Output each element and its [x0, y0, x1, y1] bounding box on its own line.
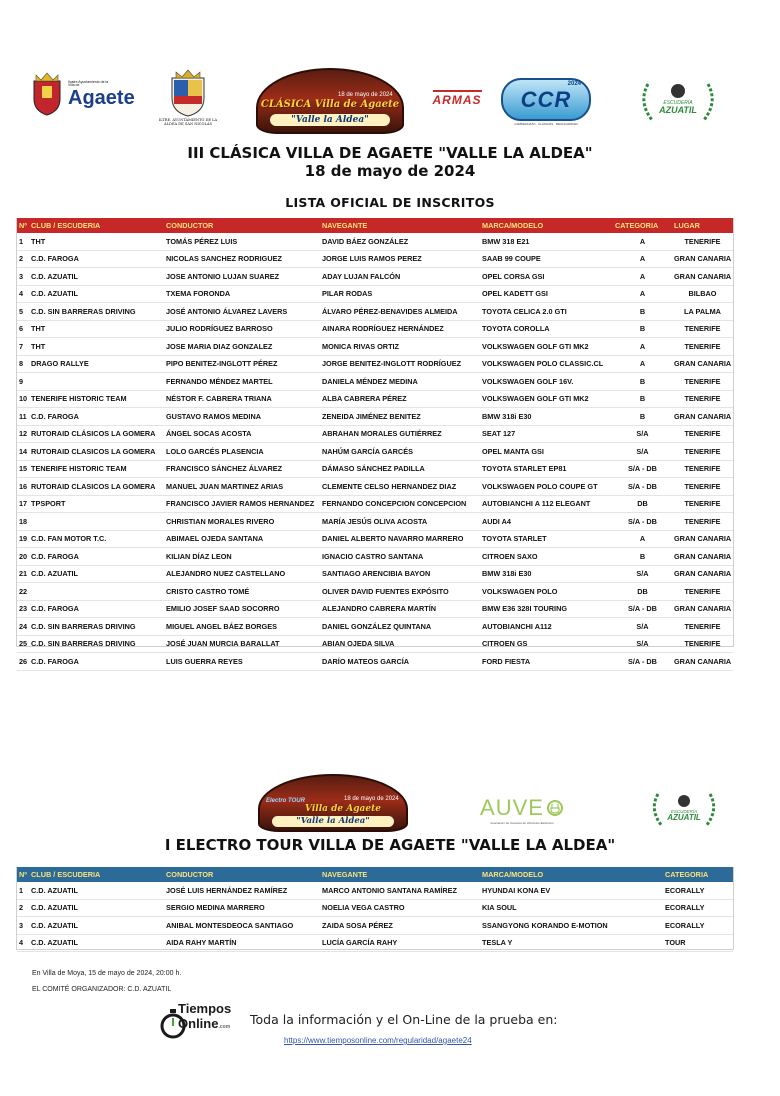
table1-header-row [17, 218, 733, 233]
entry-cell-num: 7 [19, 341, 24, 351]
entry-cell-num: 16 [19, 481, 28, 491]
electro-table [17, 867, 733, 952]
tiempos-text: Tiempos [178, 1001, 232, 1016]
banner2-date: 18 de mayo de 2024 [344, 796, 399, 802]
auve-subtitle: Asociación de Usuarios de Vehículos Eléctricos [490, 821, 554, 825]
col-header-num: Nº [17, 218, 29, 233]
agaete-text: Agaete [68, 86, 135, 109]
electro-entry-cell-club: C.D. AZUATIL [31, 885, 79, 895]
entry-cell-navigator: JORGE BENITEZ-INGLOTT RODRÍGUEZ [322, 359, 462, 369]
entry-cell-category: A [639, 341, 646, 351]
col-header-club: CLUB / ESCUDERIA [29, 218, 164, 233]
entry-cell-navigator: ALBA CABRERA PÉREZ [322, 394, 407, 404]
azuatil-text-2: AZUATIL [667, 813, 701, 823]
entry-cell-place: TENERIFE [684, 516, 721, 526]
agaete-logo [30, 68, 142, 120]
entry-cell-club: RUTORAID CLÁSICOS LA GOMERA [31, 429, 156, 439]
entry-cell-category: A [639, 534, 646, 544]
entry-cell-model: VOLKSWAGEN GOLF GTI MK2 [482, 341, 589, 351]
entry-cell-model: BMW 318 E21 [482, 236, 530, 246]
entry-row [17, 320, 733, 338]
entry-cell-navigator: AINARA RODRÍGUEZ HERNÁNDEZ [322, 324, 444, 334]
electro-entry-cell-model: SSANGYONG KORANDO E-MOTION [482, 920, 608, 930]
entry-cell-driver: NÉSTOR F. CABRERA TRIANA [166, 394, 272, 404]
electro-entry-cell-navigator: MARCO ANTONIO SANTANA RAMÍREZ [322, 885, 457, 895]
entry-cell-club [29, 373, 164, 391]
entry-cell-num: 10 [19, 394, 28, 404]
entry-cell-category: DB [637, 586, 648, 596]
armas-text: ARMAS [433, 90, 482, 107]
entry-row [17, 443, 733, 461]
ccr-year: 2024 [567, 81, 581, 87]
entry-cell-club: TENERIFE HISTORIC TEAM [31, 394, 127, 404]
entry-row [17, 618, 733, 636]
entry-cell-num: 11 [19, 411, 27, 421]
banner2-title: Villa de Agaete [305, 804, 381, 814]
electro-entry-cell-driver: JOSÉ LUIS HERNÁNDEZ RAMÍREZ [166, 885, 288, 895]
entry-cell-driver: JOSÉ JUAN MURCIA BARALLAT [166, 639, 280, 649]
entry-cell-driver: ABIMAEL OJEDA SANTANA [166, 534, 264, 544]
entry-cell-place: GRAN CANARIA [674, 604, 732, 614]
entry-cell-club: THT [31, 236, 46, 246]
entry-cell-num: 22 [19, 586, 28, 596]
entry-cell-model: TOYOTA STARLET [482, 534, 547, 544]
entry-cell-num: 21 [19, 569, 28, 579]
entry-row [17, 268, 733, 286]
entry-row [17, 565, 733, 583]
entry-cell-num: 4 [19, 289, 24, 299]
entry-cell-club [29, 513, 164, 531]
entry-cell-club: TENERIFE HISTORIC TEAM [31, 464, 127, 474]
col2-header-category: CATEGORIA [663, 867, 733, 882]
entry-cell-model: AUTOBIANCHI A 112 ELEGANT [482, 499, 591, 509]
entry-cell-navigator: DARÍO MATEOS GARCÍA [322, 656, 410, 666]
entry-cell-place: TENERIFE [684, 499, 721, 509]
entry-cell-model: SAAB 99 COUPE [482, 254, 541, 264]
entry-cell-club: C.D. FAROGA [31, 656, 79, 666]
entry-cell-model: TOYOTA COROLLA [482, 324, 550, 334]
entry-cell-category: B [639, 411, 646, 421]
table2-header-row [17, 867, 733, 882]
entry-cell-place: TENERIFE [684, 446, 721, 456]
azuatil-text: AZUATIL [659, 105, 697, 115]
entry-cell-place: GRAN CANARIA [674, 569, 732, 579]
azuatil-logo-bottom [648, 788, 720, 832]
entry-cell-category: A [639, 236, 646, 246]
entry-cell-place: TENERIFE [684, 429, 721, 439]
entry-cell-model: AUDI A4 [482, 516, 511, 526]
entry-cell-category: B [639, 376, 646, 386]
entry-cell-club: THT [31, 324, 46, 334]
event-title: III CLÁSICA VILLA DE AGAETE "VALLE LA ALDEA" [187, 144, 593, 162]
col-header-category: CATEGORIA [613, 218, 672, 233]
entry-cell-club: C.D. FAROGA [31, 604, 79, 614]
entry-cell-driver: EMILIO JOSEF SAAD SOCORRO [166, 604, 280, 614]
entry-cell-navigator: JORGE LUIS RAMOS PEREZ [322, 254, 422, 264]
entry-cell-driver: CHRISTIAN MORALES RIVERO [166, 516, 275, 526]
entry-cell-navigator: MARÍA JESÚS OLIVA ACOSTA [322, 516, 428, 526]
entry-cell-place: TENERIFE [684, 481, 721, 491]
entry-cell-model: BMW 318i E30 [482, 569, 532, 579]
entry-row [17, 478, 733, 496]
entry-cell-driver: FRANCISCO SÁNCHEZ ÁLVAREZ [166, 464, 283, 474]
entry-cell-driver: ALEJANDRO NUEZ CASTELLANO [166, 569, 286, 579]
electro-entry-cell-club: C.D. AZUATIL [31, 903, 79, 913]
entry-cell-model: TOYOTA STARLET EP81 [482, 464, 567, 474]
banner1-title: CLÁSICA Villa de Agaete [260, 99, 400, 110]
entry-row [17, 600, 733, 618]
electro-entry-cell-club: C.D. AZUATIL [31, 938, 79, 948]
col2-header-model: MARCA/MODELO [480, 867, 663, 882]
electro-entry-row [17, 934, 733, 952]
entry-cell-navigator: DANIEL ALBERTO NAVARRO MARRERO [322, 534, 464, 544]
entry-cell-driver: MANUEL JUAN MARTINEZ ARIAS [166, 481, 284, 491]
entry-cell-num: 1 [19, 236, 24, 246]
entry-cell-model: VOLKSWAGEN GOLF 16V. [482, 376, 574, 386]
entry-cell-num: 23 [19, 604, 28, 614]
entry-cell-place: GRAN CANARIA [674, 411, 732, 421]
entry-cell-club: C.D. FAROGA [31, 411, 79, 421]
aldea-logo [150, 62, 226, 132]
entry-cell-category: B [639, 324, 646, 334]
entry-row [17, 285, 733, 303]
entry-row [17, 548, 733, 566]
entry-cell-navigator: FERNANDO CONCEPCION CONCEPCION [322, 499, 467, 509]
entry-cell-driver: LOLO GARCÉS PLASENCIA [166, 446, 264, 456]
entry-cell-club: DRAGO RALLYE [31, 359, 89, 369]
entry-cell-category: S/A [636, 569, 649, 579]
electro-entry-cell-navigator: LUCÍA GARCÍA RAHY [322, 938, 398, 948]
entry-row [17, 495, 733, 513]
entry-cell-category: B [639, 551, 646, 561]
entry-cell-driver: JULIO RODRÍGUEZ BARROSO [166, 324, 273, 334]
armas-logo [424, 86, 490, 110]
entry-cell-driver: KILIAN DÍAZ LEON [166, 551, 232, 561]
entry-cell-navigator: ÁLVARO PÉREZ-BENAVIDES ALMEIDA [322, 306, 458, 316]
electro-entry-cell-model: HYUNDAI KONA EV [482, 885, 551, 895]
committee-text: EL COMITÉ ORGANIZADOR: C.D. AZUATIL [32, 986, 172, 993]
entry-cell-place: GRAN CANARIA [674, 656, 732, 666]
entry-cell-model: OPEL MANTA GSI [482, 446, 544, 456]
entry-cell-place: GRAN CANARIA [674, 271, 732, 281]
entry-cell-num: 12 [19, 429, 28, 439]
entry-cell-num: 18 [19, 516, 28, 526]
entry-cell-driver: CRISTO CASTRO TOMÉ [166, 586, 250, 596]
entry-row [17, 425, 733, 443]
entry-cell-num: 14 [19, 446, 28, 456]
col2-header-num: Nº [17, 867, 29, 882]
entry-cell-num: 24 [19, 621, 28, 631]
coat-of-arms-icon [30, 71, 64, 117]
escuderia-text: ESCUDERÍA [663, 100, 693, 106]
entry-cell-model: FORD FIESTA [482, 656, 531, 666]
entry-cell-num: 15 [19, 464, 28, 474]
col2-header-club: CLUB / ESCUDERIA [29, 867, 164, 882]
electro-entry-cell-num: 1 [19, 885, 24, 895]
entry-row [17, 338, 733, 356]
entry-cell-club: RUTORAID CLASICOS LA GOMERA [31, 481, 156, 491]
entry-cell-model: BMW E36 328I TOURING [482, 604, 568, 614]
entry-cell-num: 17 [19, 499, 28, 509]
entry-cell-category: S/A - DB [628, 464, 657, 474]
electro-entry-cell-navigator: ZAIDA SOSA PÉREZ [322, 920, 393, 930]
entry-cell-category: S/A [636, 639, 649, 649]
entry-row [17, 233, 733, 250]
entry-cell-driver: MIGUEL ANGEL BÁEZ BORGES [166, 621, 277, 631]
entry-row [17, 355, 733, 373]
electro-entry-cell-category: ECORALLY [665, 920, 705, 930]
electro-tour-banner [258, 774, 408, 832]
entry-cell-place: TENERIFE [684, 236, 721, 246]
electro-entry-cell-driver: AIDA RAHY MARTÍN [166, 938, 237, 948]
event-date: 18 de mayo de 2024 [304, 162, 476, 180]
electro-title: I ELECTRO TOUR VILLA DE AGAETE "VALLE LA ALDEA" [164, 836, 616, 854]
entry-cell-category: A [639, 271, 646, 281]
entry-cell-model: SEAT 127 [482, 429, 516, 439]
entry-cell-category: B [639, 394, 646, 404]
entry-cell-num: 5 [19, 306, 24, 316]
entry-cell-place: TENERIFE [684, 394, 721, 404]
entry-cell-driver: ÁNGEL SOCAS ACOSTA [166, 429, 252, 439]
entry-cell-category: S/A - DB [628, 516, 657, 526]
entry-cell-driver: JOSE ANTONIO LUJAN SUAREZ [166, 271, 280, 281]
electro-entry-cell-num: 2 [19, 903, 24, 913]
entry-cell-club [29, 583, 164, 601]
entry-row [17, 653, 733, 671]
entry-cell-model: CITROEN GS [482, 639, 528, 649]
entry-cell-navigator: NAHÚM GARCÍA GARCÉS [322, 446, 413, 456]
electro-entry-cell-category: ECORALLY [665, 885, 705, 895]
entry-cell-num: 20 [19, 551, 28, 561]
col2-header-driver: CONDUCTOR [164, 867, 320, 882]
entry-cell-club: C.D. FAROGA [31, 551, 79, 561]
escuderia-text-2: ESCUDERÍA [670, 808, 698, 814]
entry-cell-place: TENERIFE [684, 324, 721, 334]
entry-cell-model: CITROEN SAXO [482, 551, 538, 561]
entry-cell-club: C.D. FAROGA [31, 254, 79, 264]
entry-cell-navigator: PILAR RODAS [322, 289, 373, 299]
entry-cell-place: GRAN CANARIA [674, 359, 732, 369]
plug-icon [546, 799, 564, 817]
entry-cell-navigator: DANIEL GONZÁLEZ QUINTANA [322, 621, 432, 631]
entry-cell-model: OPEL CORSA GSI [482, 271, 545, 281]
entry-cell-model: OPEL KADETT GSI [482, 289, 548, 299]
entry-row [17, 250, 733, 268]
entry-cell-num: 25 [19, 639, 28, 649]
entry-cell-navigator: CLEMENTE CELSO HERNANDEZ DIAZ [322, 481, 457, 491]
entry-cell-model: VOLKSWAGEN GOLF GTI MK2 [482, 394, 589, 404]
entry-cell-model: VOLKSWAGEN POLO COUPE GT [482, 481, 598, 491]
inscritos-table [17, 218, 733, 671]
entry-cell-navigator: DANIELA MÉNDEZ MEDINA [322, 376, 418, 386]
entry-cell-club: C.D. FAN MOTOR T.C. [31, 534, 107, 544]
entry-cell-navigator: ZENEIDA JIMÉNEZ BENITEZ [322, 411, 421, 421]
tiempos-line-text: line [196, 1016, 219, 1031]
entry-cell-place: TENERIFE [684, 621, 721, 631]
entry-cell-place: BILBAO [688, 289, 717, 299]
results-link[interactable]: https://www.tiemposonline.com/regularidad/agaete24 [284, 1036, 472, 1045]
col-header-navigator: NAVEGANTE [320, 218, 480, 233]
entry-cell-num: 2 [19, 254, 24, 264]
entry-cell-driver: JOSE MARIA DIAZ GONZALEZ [166, 341, 273, 351]
entry-cell-category: S/A - DB [628, 604, 657, 614]
tiempos-com-text: .com [218, 1024, 231, 1030]
entry-cell-category: A [639, 254, 646, 264]
entry-cell-driver: FRANCISCO JAVIER RAMOS HERNANDEZ [166, 499, 315, 509]
entry-cell-navigator: ABIAN OJEDA SILVA [322, 639, 395, 649]
entry-cell-driver: GUSTAVO RAMOS MEDINA [166, 411, 261, 421]
electro-entry-cell-model: KIA SOUL [482, 903, 517, 913]
banner1-subtitle: "Valle la Aldea" [270, 114, 391, 126]
entry-cell-num: 6 [19, 324, 24, 334]
auve-logo [476, 790, 568, 830]
entry-cell-club: C.D. AZUATIL [31, 289, 79, 299]
entry-cell-driver: LUIS GUERRA REYES [166, 656, 243, 666]
entry-cell-num: 9 [19, 376, 24, 386]
entry-row [17, 373, 733, 391]
entry-cell-driver: PIPO BENITEZ-INGLOTT PÉREZ [166, 359, 278, 369]
entry-cell-model: TOYOTA CELICA 2.0 GTI [482, 306, 567, 316]
banner2-tag: Electro TOUR [266, 798, 305, 804]
entry-cell-navigator: ABRAHAN MORALES GUTIÉRREZ [322, 429, 442, 439]
entry-cell-navigator: IGNACIO CASTRO SANTANA [322, 551, 424, 561]
entry-cell-navigator: SANTIAGO ARENCIBIA BAYON [322, 569, 431, 579]
agaete-small-text: Ilustre Ayuntamiento de la Villa de [68, 79, 109, 87]
place-date-text: En Villa de Moya, 15 de mayo de 2024, 20:00 h. [32, 970, 182, 977]
entry-cell-club: C.D. AZUATIL [31, 569, 79, 579]
online-info-text: Toda la información y el On-Line de la prueba en: [250, 1012, 558, 1027]
entry-cell-num: 19 [19, 534, 28, 544]
electro-entry-cell-driver: SERGIO MEDINA MARRERO [166, 903, 265, 913]
ccr-subtitle: CAMPEONATO · CLÁSICOS · REGULARIDAD [514, 122, 578, 126]
entry-cell-category: S/A - DB [628, 481, 657, 491]
entry-cell-num: 3 [19, 271, 24, 281]
banner2-subtitle: "Valle la Aldea" [272, 816, 395, 827]
entry-cell-place: TENERIFE [684, 586, 721, 596]
entry-cell-navigator: DÁMASO SÁNCHEZ PADILLA [322, 464, 425, 474]
entry-cell-num: 8 [19, 359, 24, 369]
electro-entry-cell-driver: ANIBAL MONTESDEOCA SANTIAGO [166, 920, 294, 930]
entry-cell-category: S/A - DB [628, 656, 657, 666]
entry-cell-place: TENERIFE [684, 341, 721, 351]
col-header-model: MARCA/MODELO [480, 218, 613, 233]
entry-row [17, 390, 733, 408]
entry-cell-driver: TOMÁS PÉREZ LUIS [166, 236, 238, 246]
entry-row [17, 513, 733, 531]
electro-entry-cell-num: 3 [19, 920, 24, 930]
entry-cell-category: A [639, 359, 646, 369]
entry-row [17, 460, 733, 478]
entry-cell-place: GRAN CANARIA [674, 551, 732, 561]
col2-header-navigator: NAVEGANTE [320, 867, 480, 882]
entry-cell-club: C.D. SIN BARRERAS DRIVING [31, 306, 136, 316]
azuatil-logo-top [636, 76, 720, 126]
entry-cell-navigator: ADAY LUJAN FALCÓN [322, 271, 401, 281]
aldea-text: ILTRE. AYUNTAMIENTO DE LA ALDEA DE SAN NICOLÁS [158, 117, 218, 126]
entry-cell-category: DB [637, 499, 648, 509]
electro-entry-row [17, 899, 733, 917]
entry-row [17, 530, 733, 548]
electro-entry-row [17, 917, 733, 935]
electro-entry-cell-num: 4 [19, 938, 24, 948]
list-title: LISTA OFICIAL DE INSCRITOS [285, 195, 495, 210]
entry-cell-num: 26 [19, 656, 28, 666]
auve-text: AUVE [480, 795, 544, 820]
entry-cell-category: A [639, 289, 646, 299]
entry-cell-navigator: DAVID BÁEZ GONZÁLEZ [322, 236, 409, 246]
entry-cell-place: TENERIFE [684, 639, 721, 649]
entry-cell-place: LA PALMA [684, 306, 721, 316]
electro-entry-cell-club: C.D. AZUATIL [31, 920, 79, 930]
entry-cell-model: VOLKSWAGEN POLO CLASSIC.CL [482, 359, 604, 369]
entry-cell-place: GRAN CANARIA [674, 254, 732, 264]
entry-cell-category: S/A [636, 621, 649, 631]
ccr-logo [502, 78, 590, 126]
entry-cell-club: C.D. SIN BARRERAS DRIVING [31, 621, 136, 631]
entry-cell-driver: JOSÉ ANTONIO ÁLVAREZ LAVERS [166, 306, 288, 316]
electro-entry-cell-category: TOUR [665, 938, 686, 948]
entry-row [17, 408, 733, 426]
aldea-crest-icon [166, 68, 210, 118]
col-header-driver: CONDUCTOR [164, 218, 320, 233]
clasica-banner [256, 68, 404, 134]
entry-cell-club: TPSPORT [31, 499, 66, 509]
electro-entry-row [17, 882, 733, 899]
entry-cell-club: C.D. SIN BARRERAS DRIVING [31, 639, 136, 649]
entry-cell-navigator: MONICA RIVAS ORTIZ [322, 341, 400, 351]
col-header-place: LUGAR [672, 218, 733, 233]
entry-row [17, 635, 733, 653]
entry-cell-navigator: ALEJANDRO CABRERA MARTÍN [322, 604, 437, 614]
entry-cell-club: C.D. AZUATIL [31, 271, 79, 281]
electro-entry-cell-navigator: NOELIA VEGA CASTRO [322, 903, 405, 913]
entry-cell-category: S/A [636, 429, 649, 439]
entry-cell-model: AUTOBIANCHI A112 [482, 621, 552, 631]
banner1-date: 18 de mayo de 2024 [338, 92, 393, 98]
entry-cell-category: B [639, 306, 646, 316]
entry-cell-model: BMW 318i E30 [482, 411, 532, 421]
entry-cell-category: S/A [636, 446, 649, 456]
entry-row [17, 583, 733, 601]
entry-cell-place: GRAN CANARIA [674, 534, 732, 544]
entry-cell-navigator: OLIVER DAVID FUENTES EXPÓSITO [322, 586, 449, 596]
entry-cell-driver: TXEMA FORONDA [166, 289, 231, 299]
entry-cell-driver: FERNANDO MÉNDEZ MARTEL [166, 376, 273, 386]
entry-cell-club: THT [31, 341, 46, 351]
entry-cell-place: TENERIFE [684, 464, 721, 474]
electro-entry-cell-model: TESLA Y [482, 938, 513, 948]
ccr-text: CCR [520, 86, 572, 112]
entry-cell-club: RUTORAID CLASICOS LA GOMERA [31, 446, 156, 456]
tiempos-on-text: On [178, 1016, 197, 1031]
entry-cell-driver: NICOLAS SANCHEZ RODRIGUEZ [166, 254, 282, 264]
entry-row [17, 303, 733, 321]
electro-entry-cell-category: ECORALLY [665, 903, 705, 913]
entry-cell-model: VOLKSWAGEN POLO [482, 586, 558, 596]
entry-cell-place: TENERIFE [684, 376, 721, 386]
tiemposonline-logo [160, 1002, 236, 1042]
